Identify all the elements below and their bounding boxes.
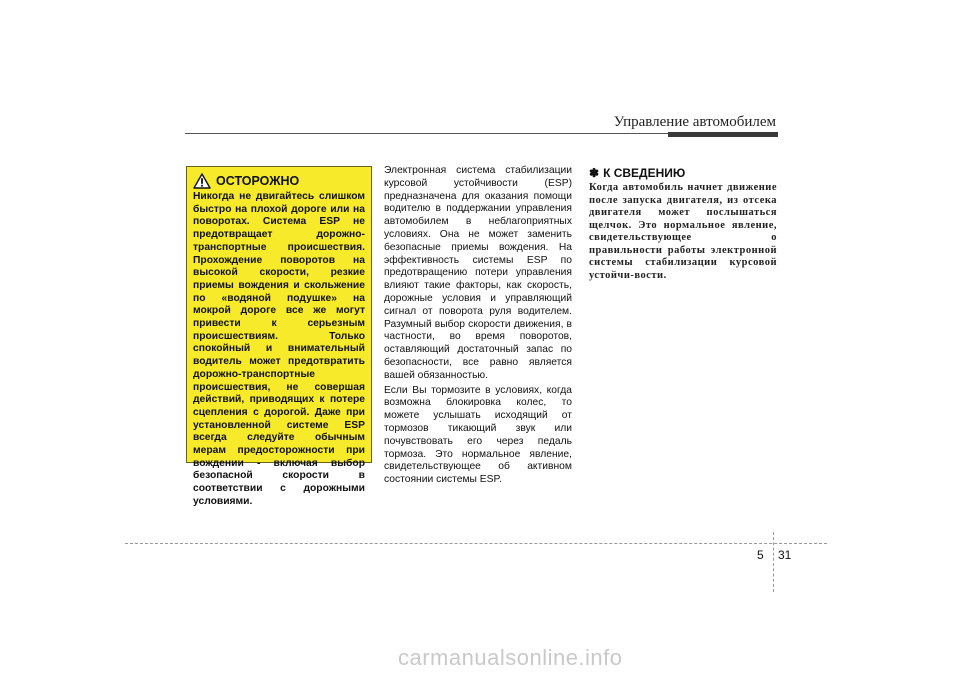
footer-divider <box>773 532 774 592</box>
info-title: К СВЕДЕНИЮ <box>603 166 686 180</box>
info-asterisk-icon: ✽ <box>589 166 600 180</box>
warning-title: ОСТОРОЖНО <box>216 174 300 188</box>
warning-triangle-icon <box>193 173 211 189</box>
watermark: carmanualsonline.info <box>398 645 623 670</box>
warning-box <box>186 166 372 507</box>
main-paragraph-2: Если Вы тормозите в условиях, когда возможна блокировка колес, то можете услышать исходящий от тормозов тикающий звук или почувствовать его через педаль тормоза. Это нормальное явление, свидетельствующее об активном состоянии системы ESP. <box>384 384 572 486</box>
info-column <box>589 166 777 282</box>
info-text: Когда автомобиль начнет движение после запуска двигателя, из отсека двигателя может послышаться щелчок. Это нормальное явление, свидетельствующее о правильности работы электронной системы стабилизации курсовой устойчи-вости. <box>589 182 777 281</box>
main-text-column <box>384 165 572 489</box>
info-header <box>589 166 777 180</box>
chapter-number: 5 <box>757 548 764 562</box>
section-title: Управление автомобилем <box>613 114 776 130</box>
warning-text: Никогда не двигайтесь слишком быстро на плохой дороге или на поворотах. Система ESP не предотвращает дорожно-транспортные происшествия. Прохождение поворотов на высокой скорости, резкие приемы вождения и скольжение по «водяной подушке» на мокрой дороге все же могут привести к серьезным происшествиям. Только спокойный и внимательный водитель может предотвратить дорожно-транспортные происшествия, не совершая действий, приводящих к потере сцепления с дорогой. Даже при установленной системе ESP всегда следуйте обычным мерам предосторожности при вождении - включая выбор безопасной скорости в соответствии с дорожными условиями. <box>193 191 365 507</box>
main-paragraph-1: Электронная система стабилизации курсовой устойчивости (ESP) предназначена для оказания помощи водителю в поддержании управления автомобилем в неблагоприятных условиях. Она не может заменить безопасные приемы вождения. На эффективность системы ESP по предотвращению потери управления влияют такие факторы, как скорость, дорожные условия и управляющий сигнал от поворота руля водителем. Разумный выбор скорости движения, в частности, во время поворотов, оставляющий достаточный запас по безопасности, все равно является вашей обязанностью. <box>384 165 572 381</box>
footer-rule <box>125 543 827 544</box>
page-number: 31 <box>778 548 792 562</box>
warning-header <box>193 172 365 190</box>
header-bar <box>668 132 778 137</box>
